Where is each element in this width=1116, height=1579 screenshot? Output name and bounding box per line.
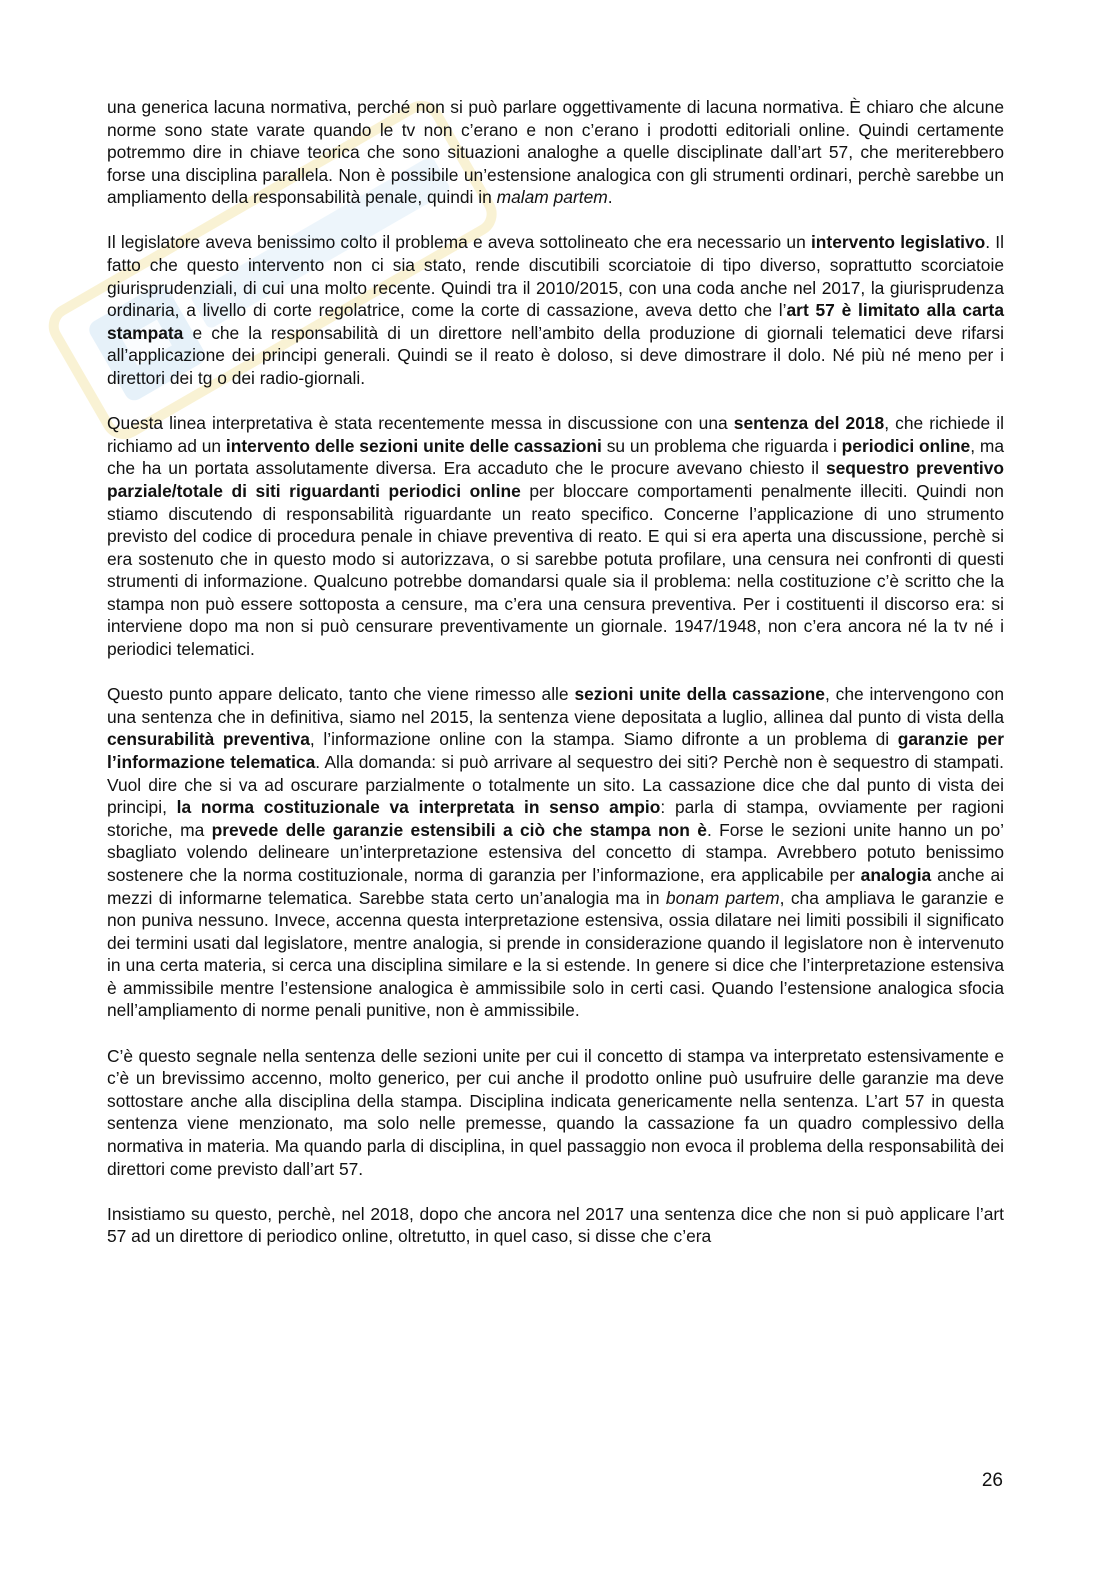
text-run: una generica lacuna normativa, perché non si può parlare oggettivamente di lacuna normativa. È chiaro che alcune norme sono state varate quando le tv non c’erano e non c’erano i prodotti editoriali online. Quindi certamente potremmo dire in chiave teorica che sono situazioni analoghe a quelle disciplinate dall’art 57, che meriterebbero forse una disciplina parallela. Non è possibile un’estensione analogica con gli strumenti ordinari, perchè sarebbe un ampliamento della responsabilità penale, quindi in (107, 97, 1004, 208)
text-run: anche ai mezzi di informarne telematica. Sarebbe stata certo un’analogia ma in (107, 864, 1004, 908)
paragraph (107, 231, 1004, 389)
paragraph (107, 1203, 1004, 1248)
text-run: e che la responsabilità di un direttore nell’ambito della produzione di giornali telematici deve rifarsi all’applicazione dei principi generali. Quindi se il reato è doloso, si deve dimostrare il dolo. Né più né meno per i direttori dei tg o dei radio-giornali. (107, 322, 1004, 389)
bold-text: prevede delle garanzie estensibili a ciò che stampa non è (211, 819, 707, 840)
bold-text: garanzie per l’informazione telematica (107, 729, 1004, 772)
italic-text: bonam partem (665, 887, 780, 908)
bold-text: art 57 è limitato alla carta stampata (107, 300, 1004, 343)
text-run: , che intervengono con una sentenza che in definitiva, siamo nel 2015, la sentenza viene depositata a luglio, allinea dal punto di vista della (107, 684, 1004, 727)
text-run: Questo punto appare delicato, tanto che viene rimesso alle (107, 684, 575, 705)
bold-text: analogia (860, 864, 932, 885)
paragraph (107, 96, 1004, 209)
text-run: . Il fatto che questo intervento non ci sia stato, rende discutibili scorciatoie di tipo diverso, soprattutto scorciatoie giurisprudenziali, di cui una molto recente. Quindi tra il 2010/2015, con una coda anche nel 2017, la giurisprudenza ordinaria, a livello di corte regolatrice, come la corte di cassazione, aveva detto che l’ (107, 232, 1005, 321)
text-run: , cha ampliava le garanzie e non puniva nessuno. Invece, accenna questa interpretazione estensiva, ossia dilatare nei limiti possibili il significato dei termini usati dal legislatore, mentre analogia, si prende in considerazione quando il legislatore non è intervenuto in una certa materia, si cerca una disciplina similare e la si estende. In genere si dice che l’interpretazione estensiva è ammissibile mentre l’estensione analogica è ammissibile solo in certi casi. Quando l’estensione analogica sfocia nell’ampliamento di norme penali punitive, non è ammissibile. (107, 887, 1004, 1021)
text-run: Questa linea interpretativa è stata recentemente messa in discussione con una (107, 413, 734, 434)
text-run: Insistiamo su questo, perchè, nel 2018, dopo che ancora nel 2017 una sentenza dice che non si può applicare l’art 57 ad un direttore di periodico online, oltretutto, in quel caso, si disse che c’era (107, 1203, 1004, 1247)
paragraph (107, 683, 1004, 1022)
text-run: per bloccare comportamenti penalmente illeciti. Quindi non stiamo discutendo di responsabilità riguardante un reato specifico. Concerne l’applicazione di uno strumento previsto del codice di procedura penale in chiave preventiva di reato. E qui si era aperta una discussione, perchè si era sostenuto che in questo modo si autorizzava, o si sarebbe potuta profilare, una censura nei confronti di questi strumenti di informazione. Qualcuno potrebbe domandarsi quale sia il problema: nella costituzione c’è scritto che la stampa non può essere sottoposta a censure, ma c’era una censura preventiva. Per i costituenti il discorso era: si interviene dopo ma non si può censurare preventivamente un giornale. 1947/1948, non c’era ancora né la tv né i periodici telematici. (107, 480, 1004, 660)
bold-text: sentenza del 2018 (733, 413, 885, 434)
italic-text: malam partem (496, 187, 608, 208)
bold-text: sezioni unite della cassazione (574, 684, 825, 705)
text-run: . Forse le sezioni unite hanno un po’ sbagliato volendo delineare un’interpretazione estensiva del concetto di stampa. Avrebbero potuto benissimo sostenere che la norma costituzionale, norma di garanzia per l’informazione, era applicabile per (107, 819, 1004, 885)
text-run: , l’informazione online con la stampa. Siamo difronte a un problema di (309, 729, 898, 750)
paragraph (107, 412, 1004, 661)
paragraph (107, 1045, 1004, 1181)
document-body (107, 96, 1004, 1270)
bold-text: censurabilità preventiva (107, 729, 310, 750)
text-run: Il legislatore aveva benissimo colto il problema e aveva sottolineato che era necessario un (107, 232, 811, 253)
bold-text: intervento delle sezioni unite delle cassazioni (225, 435, 602, 456)
text-run: . (607, 187, 613, 208)
text-run: C’è questo segnale nella sentenza delle sezioni unite per cui il concetto di stampa va interpretato estensivamente e c’è un brevissimo accenno, molto generico, per cui anche il prodotto online può usufruire delle garanzie ma deve sottostare anche alla disciplina della stampa. Disciplina indicata genericamente nella sentenza. L’art 57 in questa sentenza viene menzionato, ma solo nelle premesse, quando la cassazione fa un quadro complessivo della normativa in materia. Ma quando parla di disciplina, in quel passaggio non evoca il problema della responsabilità dei direttori come previsto dall’art 57. (107, 1045, 1004, 1179)
bold-text: periodici online (841, 435, 971, 456)
text-run: su un problema che riguarda i (601, 435, 842, 456)
page-number: 26 (981, 1470, 1003, 1491)
bold-text: intervento legislativo (810, 232, 986, 253)
text-run: , ma che ha un portata assolutamente diversa. Era accaduto che le procure avevano chiesto il (107, 435, 1005, 479)
text-run: : parla di stampa, ovviamente per ragioni storiche, ma (107, 797, 1004, 840)
text-run: . Alla domanda: si può arrivare al sequestro dei siti? Perchè non è sequestro di stampati. Vuol dire che si va ad oscurare parzialmente o totalmente un sito. La cassazione dice che dal punto di vista dei principi, (107, 751, 1004, 818)
text-run: , che richiede il richiamo ad un (107, 413, 1005, 456)
bold-text: la norma costituzionale va interpretata in senso ampio (176, 797, 661, 818)
bold-text: sequestro preventivo parziale/totale di siti riguardanti periodici online (107, 458, 1004, 501)
